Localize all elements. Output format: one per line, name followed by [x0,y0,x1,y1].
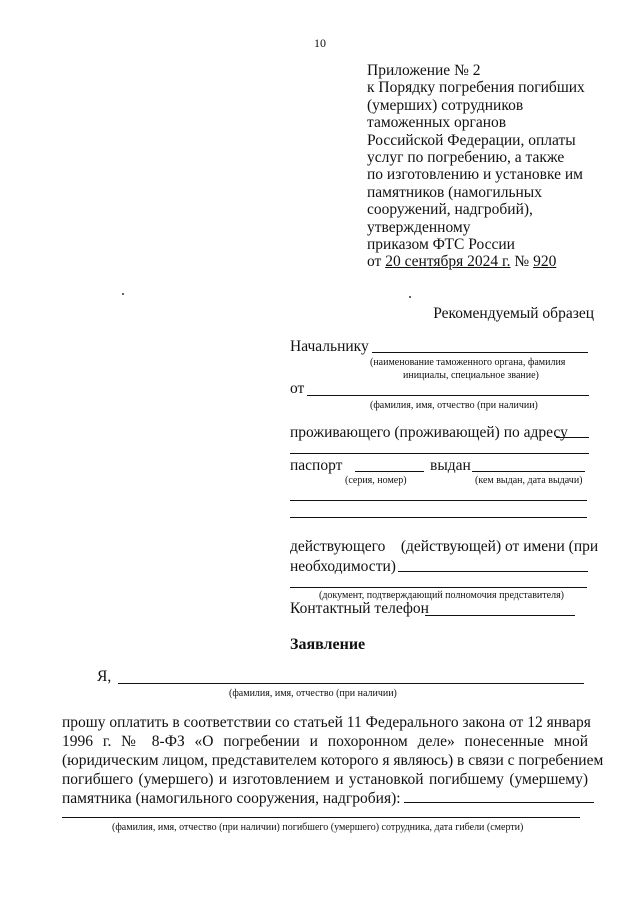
residing-label: проживающего (проживающей) по адресу [290,424,568,441]
paragraph-line: (юридическим лицом, представителем которого я являюсь) в связи с погребением [62,752,604,769]
deceased-caption: (фамилия, имя, отчество (при наличии) погибшего (умершего) сотрудника, дата гибели (смерти) [112,822,524,833]
appendix-line: памятников (намогильных [367,183,542,201]
passport-number-field[interactable] [355,471,424,472]
appendix-line: Российской Федерации, оплаты [367,131,576,149]
passport-caption: (серия, номер) [345,475,407,486]
paragraph-line-text: памятника (намогильного сооружения, надгробия): [62,790,401,807]
to-caption: (наименование таможенного органа, фамилия [370,357,566,368]
statement-title: Заявление [290,636,366,653]
issued-caption: (кем выдан, дата выдачи) [475,475,583,486]
acting-necessity: необходимости) [290,558,396,575]
to-label: Начальнику [290,338,369,355]
number-prefix: № [510,253,534,271]
appendix-date-line [367,253,629,270]
from-caption: (фамилия, имя, отчество (при наличии) [370,400,538,411]
phone-label: Контактный телефон [290,600,429,617]
scan-speck [409,296,411,298]
appendix-line: приказом ФТС России [367,236,515,254]
date-prefix: от [367,253,386,271]
acting-caption: (документ, подтверждающий полномочия представителя) [319,590,565,601]
order-number: 920 [533,253,557,271]
order-date: 20 сентября 2024 г. [385,253,511,271]
acting-on-behalf: действующего (действующей) от имени (при [290,538,599,555]
appendix-line: Приложение № 2 [367,62,481,79]
appendix-line: сооружений, надгробий), [367,201,533,219]
acting-field[interactable] [398,571,588,572]
from-label: от [290,380,305,397]
deceased-field[interactable] [62,817,580,818]
appendix-line: таможенных органов [367,114,507,132]
to-caption: инициалы, специальное звание) [403,370,539,381]
to-field[interactable] [372,352,588,353]
monument-field[interactable] [404,790,594,803]
from-field[interactable] [307,395,589,396]
issued-label: выдан [430,457,471,474]
page-number: 10 [314,36,326,50]
scan-speck [122,293,124,295]
passport-field-2[interactable] [290,500,587,501]
paragraph-line: погибшего (умершего) и изготовлением и установкой погибшему (умершему) [62,771,588,788]
paragraph-line [62,789,588,808]
appendix-line: (умерших) сотрудников [367,96,524,114]
recommended-sample-label: Рекомендуемый образец [433,305,594,322]
applicant-name-field[interactable] [118,683,584,684]
acting-field-2[interactable] [290,587,587,588]
paragraph-line: прошу оплатить в соответствии со статьей 11 Федерального закона от 12 января [62,714,591,731]
paragraph-line: 1996 г. № 8-ФЗ «О погребении и похоронном деле» понесенные мной [62,733,588,750]
i-label: Я, [97,668,112,685]
address-field[interactable] [556,437,589,438]
issued-by-field[interactable] [472,471,585,472]
address-field-2[interactable] [290,453,589,454]
appendix-line: услуг по погребению, а также [367,149,565,167]
appendix-line: по изготовлению и установке им [367,166,583,184]
passport-label: паспорт [290,457,343,474]
appendix-line: утвержденному [367,218,471,236]
statement-paragraph [62,713,604,808]
applicant-name-caption: (фамилия, имя, отчество (при наличии) [229,688,397,699]
appendix-header [367,62,629,271]
phone-field[interactable] [425,615,575,616]
passport-field-3[interactable] [290,517,587,518]
appendix-line: к Порядку погребения погибших [367,79,585,97]
